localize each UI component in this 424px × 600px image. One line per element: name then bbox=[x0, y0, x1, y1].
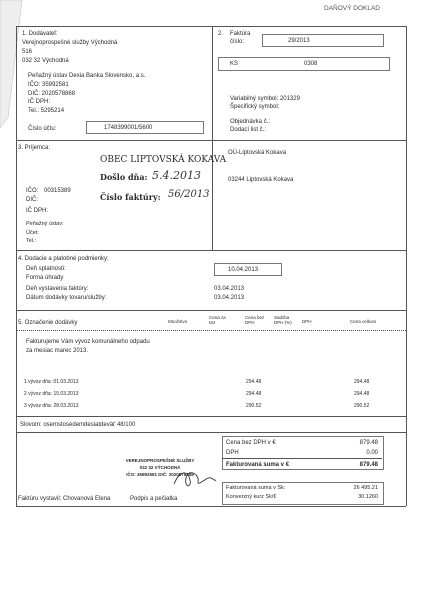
invoice-number-label: číslo: bbox=[230, 39, 245, 45]
col-unit-price: Cena za MJ bbox=[209, 315, 226, 325]
due-date-label: Deň splatnosti: bbox=[26, 266, 66, 272]
supplier-bank: Peňažný ústav Dexia Banka Slovensko, a.s. bbox=[28, 73, 146, 79]
item-row-2-total: 294.48 bbox=[354, 391, 370, 397]
invoice-ks-value: 0308 bbox=[304, 61, 318, 67]
col-price-excl-vat: Cena bez DPH bbox=[245, 315, 265, 325]
total-vat-value: 0.00 bbox=[366, 450, 378, 456]
supplier-dic: DIČ: 2020578868 bbox=[28, 91, 76, 97]
conversion-rate-value: 30.1260 bbox=[358, 494, 378, 500]
item-row-3-excl-vat: 290.52 bbox=[246, 403, 262, 409]
receipt-stamp-invoice-value: 56/2013 bbox=[168, 189, 210, 200]
recipient-section-label: 3. Príjemca: bbox=[18, 145, 51, 151]
issue-date-label: Deň vystavenia faktúry: bbox=[26, 286, 89, 292]
supplier-account-value: 1748399001/5600 bbox=[104, 124, 153, 131]
recipient-dic: DIČ: bbox=[26, 197, 38, 203]
total-excl-vat-value: 879.48 bbox=[359, 440, 378, 446]
receipt-stamp-received-value: 5.4.2013 bbox=[152, 169, 201, 182]
signature-label: Podpis a pečiatka bbox=[130, 496, 178, 502]
conversion-rate-label: Konverzný kurz Sk/€ bbox=[226, 494, 277, 500]
delivery-date-value: 03.04.2013 bbox=[214, 295, 245, 301]
frame-right bbox=[406, 26, 407, 506]
item-row-2-excl-vat: 294.48 bbox=[246, 391, 262, 397]
invoice-section-label: 2. bbox=[218, 31, 224, 37]
total-sk-label: Fakturovaná suma v Sk: bbox=[226, 485, 286, 491]
issued-by: Faktúru vystavil: Chovanová Elena bbox=[18, 496, 111, 502]
totals-inner-rule bbox=[222, 458, 382, 459]
supplier-account-label: Číslo účtu: bbox=[28, 126, 57, 132]
recipient-ico-label: IČO: bbox=[26, 188, 39, 194]
receipt-stamp-invoice-label: Číslo faktúry: bbox=[100, 192, 161, 202]
company-stamp-line-1: VEREJNOPROSPEŠNÉ SLUŽBY bbox=[125, 458, 195, 463]
items-intro-line-2: za mesiac marec 2013. bbox=[26, 348, 89, 354]
recipient-bank-label: Peňažný ústav: bbox=[26, 221, 64, 227]
invoice-order: Objednávka č.: bbox=[230, 119, 271, 125]
total-sk-value: 26 495.21 bbox=[353, 485, 378, 491]
recipient-tel-label: Tel.: bbox=[26, 238, 37, 244]
recipient-account-label: Účet: bbox=[26, 230, 39, 236]
recipient-address: 03244 Liptovská Kokava bbox=[228, 177, 294, 183]
signature-scribble bbox=[170, 466, 220, 492]
recipient-ico-value: 00315389 bbox=[44, 188, 71, 194]
supplier-name: Verejnoprospešné služby Východná bbox=[22, 40, 118, 46]
payment-form-label: Forma úhrady bbox=[26, 275, 64, 281]
item-row-3-label: 3 vývoz dňa: 28.03.2013 bbox=[24, 403, 79, 409]
items-header-rule bbox=[16, 330, 406, 331]
item-row-1-excl-vat: 294.48 bbox=[246, 379, 262, 385]
supplier-icdph: IČ DPH: bbox=[28, 99, 51, 105]
invoice-specific-symbol: Špecifický symbol: bbox=[230, 104, 280, 110]
items-bottom-rule bbox=[16, 416, 406, 417]
invoice-number-box bbox=[262, 34, 384, 47]
amount-in-words: Slovom: osemstosedemdesiatdeväť 48/100 bbox=[20, 422, 136, 428]
invoice-number-value: 29/2013 bbox=[288, 37, 310, 44]
receipt-stamp-title: OBEC LIPTOVSKÁ KOKAVA bbox=[100, 155, 227, 165]
items-intro-line-1: Fakturujeme Vám vývoz komunálneho odpadu bbox=[26, 339, 150, 345]
supplier-ico: IČO: 35992581 bbox=[28, 82, 69, 88]
supplier-tel: Tel.: 5295214 bbox=[28, 108, 65, 114]
frame-line-4 bbox=[16, 250, 406, 251]
total-vat-label: DPH bbox=[226, 450, 239, 456]
supplier-street: 516 bbox=[22, 49, 33, 55]
due-date-value: 10.04.2013 bbox=[228, 266, 259, 273]
frame-left bbox=[16, 26, 17, 506]
frame-line-5 bbox=[16, 310, 406, 311]
invoice-variable-symbol: Variabilný symbol: 201329 bbox=[230, 96, 300, 102]
frame-top bbox=[16, 26, 406, 27]
col-quantity: Množstvo bbox=[168, 319, 188, 324]
col-vat-rate: Sadzba DPH (%) bbox=[274, 315, 292, 325]
items-section-label: 5. Označenie dodávky bbox=[18, 320, 78, 326]
supplier-section-label: 1. Dodávateľ: bbox=[22, 31, 58, 37]
total-excl-vat-label: Cena bez DPH v € bbox=[226, 440, 276, 446]
recipient-icdph: IČ DPH: bbox=[26, 208, 49, 214]
words-bottom-rule bbox=[16, 432, 406, 433]
company-stamp-line-3: IČO: 35992581 DIČ: 2020578868 bbox=[126, 472, 194, 477]
issue-date-value: 03.04.2013 bbox=[214, 286, 245, 292]
item-row-3-total: 290.52 bbox=[354, 403, 370, 409]
delivery-date-label: Dátum dodávky tovaru/služby: bbox=[26, 295, 107, 301]
total-invoiced-value: 879.48 bbox=[359, 462, 378, 468]
frame-divider-top bbox=[212, 26, 213, 140]
item-row-1-total: 294.48 bbox=[354, 379, 370, 385]
invoice-ks-label: KS bbox=[230, 61, 239, 67]
footer-rule bbox=[16, 506, 406, 507]
company-stamp-line-2: 032 32 VÝCHODNÁ bbox=[139, 465, 181, 470]
supplier-city: 032 32 Východná bbox=[22, 58, 69, 64]
receipt-stamp-received-label: Došlo dňa: bbox=[100, 172, 148, 182]
col-total: Cena celkom bbox=[350, 319, 377, 324]
item-row-1-label: 1 vývoz dňa :01.03.2013 bbox=[24, 379, 79, 385]
recipient-name: OÚ-Liptovská Kokava bbox=[228, 150, 287, 156]
invoice-faktura-label: Faktúra bbox=[230, 31, 251, 37]
document-type: DAŇOVÝ DOKLAD bbox=[324, 5, 380, 12]
total-invoiced-label: Fakturovaná suma v € bbox=[226, 462, 290, 468]
invoice-delivery-note: Dodací list č.: bbox=[230, 127, 267, 133]
item-row-2-label: 2 vývoz dňa: 15.03.2013 bbox=[24, 391, 79, 397]
frame-line-3 bbox=[16, 140, 406, 141]
col-vat: DPH bbox=[302, 319, 312, 324]
delivery-section-label: 4. Dodacie a platobné podmienky: bbox=[18, 256, 109, 262]
